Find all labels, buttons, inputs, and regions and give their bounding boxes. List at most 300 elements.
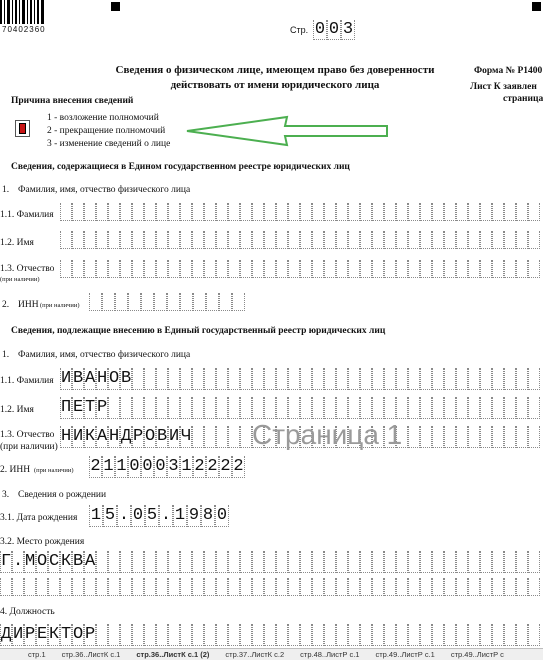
char-cell [372,624,384,646]
char-cell [276,368,288,390]
char-cell [324,551,336,573]
char-cell [432,231,444,249]
char-cell: Р [97,398,108,417]
char-cell [204,231,216,249]
char-cell [516,551,528,573]
char-cell [72,260,84,278]
char-cell [96,260,108,278]
char-cell: Е [73,398,84,417]
char-cell [408,578,420,596]
char-cell: . [13,552,24,571]
char-cell [444,203,456,221]
char-cell [0,578,12,596]
char-cell [408,624,420,646]
char-cell [516,624,528,646]
char-cell [120,551,132,573]
char-cell [84,231,96,249]
new-item1-num: 1. [2,350,10,360]
char-cell [252,551,264,573]
char-cell: В [73,369,84,388]
char-cell: К [61,552,72,571]
char-cell: 2 [207,457,218,476]
char-cell: 0 [314,20,326,39]
new-birth-num: 3. [2,490,10,500]
char-cell [216,203,228,221]
char-cell: 2 [90,457,101,476]
char-cell [420,368,432,390]
char-cell: О [109,369,120,388]
current-surname-field[interactable] [60,203,540,221]
char-cell [168,203,180,221]
char-cell [192,426,204,448]
char-cell [324,368,336,390]
current-name-label: 1.2. Имя [0,238,34,248]
char-cell [264,231,276,249]
char-cell: А [85,552,96,571]
new-birth-date-field[interactable] [89,505,229,527]
current-item1-num: 1. [2,185,10,195]
char-cell [396,578,408,596]
char-cell [132,368,144,390]
char-cell [516,231,528,249]
char-cell [252,624,264,646]
char-cell [276,624,288,646]
char-cell: 0 [328,20,340,39]
char-cell: 9 [188,506,200,525]
char-cell: 0 [132,506,144,525]
char-cell [72,578,84,596]
char-cell [132,624,144,646]
char-cell [204,578,216,596]
char-cell [144,203,156,221]
char-cell [228,231,240,249]
char-cell [288,231,300,249]
new-birth-place-label: 3.2. Место рождения [0,537,85,547]
char-cell [408,203,420,221]
char-cell [240,551,252,573]
char-cell [276,551,288,573]
current-name-field[interactable] [60,231,540,249]
char-cell [444,624,456,646]
char-cell: Р [133,427,144,446]
sheet-tab[interactable]: стр.37..ЛистК с.2 [225,650,285,659]
char-cell [372,551,384,573]
char-cell: 2 [233,457,244,476]
char-cell [96,551,108,573]
char-cell [480,624,492,646]
char-cell: . [118,506,130,525]
sheet-tab[interactable]: стр.49..ЛистР с.1 [375,650,435,659]
char-cell [115,293,128,311]
char-cell: Ч [181,427,192,446]
char-cell [492,624,504,646]
char-cell [468,578,480,596]
char-cell [504,368,516,390]
char-cell [420,426,432,448]
char-cell [228,260,240,278]
char-cell [156,551,168,573]
char-cell: М [25,552,36,571]
char-cell: И [169,427,180,446]
char-cell [408,260,420,278]
char-cell [456,578,468,596]
char-cell [528,624,540,646]
char-cell [372,578,384,596]
char-cell [228,624,240,646]
new-inn-field[interactable] [89,456,245,478]
corner-marker-left [111,2,120,11]
char-cell: . [160,506,172,525]
char-cell [156,397,168,419]
char-cell [384,551,396,573]
char-cell [288,397,300,419]
char-cell [240,426,252,448]
char-cell: 0 [142,457,153,476]
char-cell [516,397,528,419]
new-birth-date-label: 3.1. Дата рождения [0,513,78,523]
char-cell [360,624,372,646]
char-cell [468,624,480,646]
char-cell [528,578,540,596]
char-cell: Т [85,398,96,417]
char-cell [120,260,132,278]
char-cell [372,260,384,278]
char-cell [372,203,384,221]
char-cell [480,578,492,596]
char-cell [384,624,396,646]
char-cell: 0 [216,506,228,525]
char-cell [204,368,216,390]
char-cell [168,578,180,596]
char-cell [360,231,372,249]
reason-checkbox[interactable] [15,120,30,137]
char-cell [528,426,540,448]
page-watermark: Страница 1 [252,419,403,450]
char-cell [288,578,300,596]
char-cell [154,293,167,311]
new-surname-field[interactable] [60,368,540,390]
char-cell [240,397,252,419]
char-cell [372,397,384,419]
char-cell: 0 [129,457,140,476]
char-cell [96,624,108,646]
char-cell [336,551,348,573]
char-cell [528,260,540,278]
char-cell [420,260,432,278]
sheet-tab[interactable]: стр.49..ЛистР с [450,650,504,659]
char-cell [372,231,384,249]
char-cell [444,426,456,448]
char-cell [408,551,420,573]
char-cell [384,260,396,278]
char-cell [144,578,156,596]
char-cell [456,368,468,390]
new-birth-heading: Сведения о рождении [18,490,107,500]
char-cell [492,260,504,278]
char-cell [240,260,252,278]
char-cell [108,624,120,646]
char-cell [216,231,228,249]
char-cell [144,260,156,278]
sheet-label: Лист К заявлен [470,82,537,92]
char-cell [480,426,492,448]
char-cell [504,551,516,573]
char-cell [120,578,132,596]
char-cell [84,578,96,596]
char-cell [252,260,264,278]
char-cell [408,368,420,390]
current-surname-label: 1.1. Фамилия [0,210,54,220]
new-birth-place-field-2[interactable] [0,578,540,596]
char-cell [96,203,108,221]
char-cell [156,203,168,221]
sheet-tab[interactable]: стр.1 [28,650,46,659]
char-cell: Н [61,427,72,446]
char-cell [300,551,312,573]
char-cell [108,551,120,573]
char-cell: Т [61,625,72,644]
char-cell [264,551,276,573]
char-cell [336,624,348,646]
char-cell: 2 [220,457,231,476]
char-cell [384,231,396,249]
char-cell [264,578,276,596]
char-cell [102,293,115,311]
char-cell [480,368,492,390]
current-patronymic-field[interactable] [60,260,540,278]
char-cell [288,260,300,278]
char-cell [384,397,396,419]
char-cell [420,624,432,646]
char-cell [240,368,252,390]
sheet-tab[interactable]: стр.36..ЛистК с.1 [61,650,121,659]
char-cell [504,260,516,278]
char-cell [432,624,444,646]
new-inn-note: (при наличии) [34,467,74,474]
sheet-tab[interactable]: стр.48..ЛистР с.1 [300,650,360,659]
barcode-icon [0,0,46,24]
char-cell [108,578,120,596]
char-cell [120,203,132,221]
char-cell [312,260,324,278]
char-cell [276,231,288,249]
char-cell: 1 [116,457,127,476]
char-cell [384,203,396,221]
char-cell [324,624,336,646]
char-cell [348,260,360,278]
char-cell [252,203,264,221]
char-cell: К [85,427,96,446]
char-cell [348,578,360,596]
char-cell [228,578,240,596]
char-cell: Г [1,552,12,571]
char-cell [108,231,120,249]
char-cell [336,231,348,249]
char-cell [456,624,468,646]
char-cell [300,260,312,278]
char-cell [312,368,324,390]
char-cell: О [37,552,48,571]
char-cell [420,231,432,249]
char-cell [444,551,456,573]
char-cell [232,293,245,311]
char-cell: 3 [342,20,354,39]
char-cell [180,231,192,249]
char-cell: О [73,625,84,644]
new-position-label: 4. Должность [0,607,55,617]
char-cell [132,397,144,419]
char-cell [408,397,420,419]
char-cell [252,231,264,249]
char-cell [264,368,276,390]
char-cell [60,260,72,278]
char-cell [360,397,372,419]
char-cell [492,397,504,419]
new-name-label: 1.2. Имя [0,405,34,415]
char-cell [252,397,264,419]
char-cell [396,624,408,646]
char-cell [60,231,72,249]
char-cell [108,203,120,221]
char-cell [144,551,156,573]
char-cell [300,397,312,419]
char-cell [204,551,216,573]
char-cell [324,578,336,596]
char-cell [444,397,456,419]
current-inn-field[interactable] [89,293,245,311]
page-suffix: страница [503,94,543,104]
char-cell [204,624,216,646]
char-cell [252,578,264,596]
new-name-field[interactable] [60,397,540,419]
char-cell [468,397,480,419]
char-cell [396,203,408,221]
new-position-field[interactable] [0,624,540,646]
char-cell [312,624,324,646]
char-cell [60,203,72,221]
char-cell [396,231,408,249]
char-cell: 1 [181,457,192,476]
reason-option-3: 3 - изменение сведений о лице [47,139,171,149]
char-cell [204,397,216,419]
char-cell [132,551,144,573]
char-cell [528,368,540,390]
char-cell [168,260,180,278]
char-cell [432,426,444,448]
char-cell [192,397,204,419]
char-cell [168,368,180,390]
char-cell [312,551,324,573]
char-cell [396,368,408,390]
char-cell [132,260,144,278]
current-inn-label: ИНН [18,300,39,310]
new-birth-place-field[interactable] [0,551,540,573]
char-cell [420,203,432,221]
char-cell [480,397,492,419]
char-cell [504,578,516,596]
new-patronymic-note: (при наличии) [0,442,58,452]
corner-marker-right [532,2,541,11]
char-cell [204,203,216,221]
new-inn-label: 2. ИНН [0,465,31,475]
sheet-tab[interactable]: стр.36..ЛистК с.1 (2) [136,650,210,659]
char-cell [36,578,48,596]
char-cell [504,624,516,646]
char-cell [492,551,504,573]
char-cell [180,578,192,596]
char-cell [240,231,252,249]
char-cell [312,231,324,249]
form-number: Форма № Р1400 [474,66,543,76]
char-cell [504,203,516,221]
char-cell [219,293,232,311]
char-cell [216,578,228,596]
char-cell [96,231,108,249]
char-cell [444,368,456,390]
char-cell: 8 [202,506,214,525]
current-patronymic-note: (при наличии) [0,276,40,283]
char-cell [504,231,516,249]
char-cell: С [49,552,60,571]
char-cell [192,578,204,596]
char-cell [360,578,372,596]
char-cell [288,551,300,573]
char-cell [132,203,144,221]
char-cell [420,578,432,596]
char-cell [444,231,456,249]
green-arrow-icon [185,115,390,147]
char-cell [216,368,228,390]
char-cell [228,203,240,221]
char-cell [468,231,480,249]
char-cell [444,578,456,596]
reason-heading: Причина внесения сведений [11,96,134,106]
char-cell: 1 [174,506,186,525]
char-cell [396,397,408,419]
current-inn-note: (при наличии) [40,302,80,309]
char-cell [348,624,360,646]
char-cell [132,578,144,596]
char-cell [420,397,432,419]
char-cell [432,551,444,573]
form-title [90,63,460,93]
char-cell [120,231,132,249]
char-cell [108,397,120,419]
char-cell [504,397,516,419]
char-cell [480,203,492,221]
char-cell [228,397,240,419]
char-cell: 5 [146,506,158,525]
char-cell [408,426,420,448]
sheet-tabs [0,648,543,660]
char-cell [216,260,228,278]
char-cell [168,551,180,573]
char-cell [348,231,360,249]
char-cell [167,293,180,311]
char-cell [108,260,120,278]
char-cell [24,578,36,596]
char-cell [144,231,156,249]
char-cell [456,551,468,573]
current-patronymic-label: 1.3. Отчество [0,264,55,274]
char-cell [128,293,141,311]
char-cell [324,260,336,278]
char-cell [336,397,348,419]
char-cell [348,551,360,573]
char-cell [432,368,444,390]
char-cell [432,578,444,596]
char-cell: П [61,398,72,417]
